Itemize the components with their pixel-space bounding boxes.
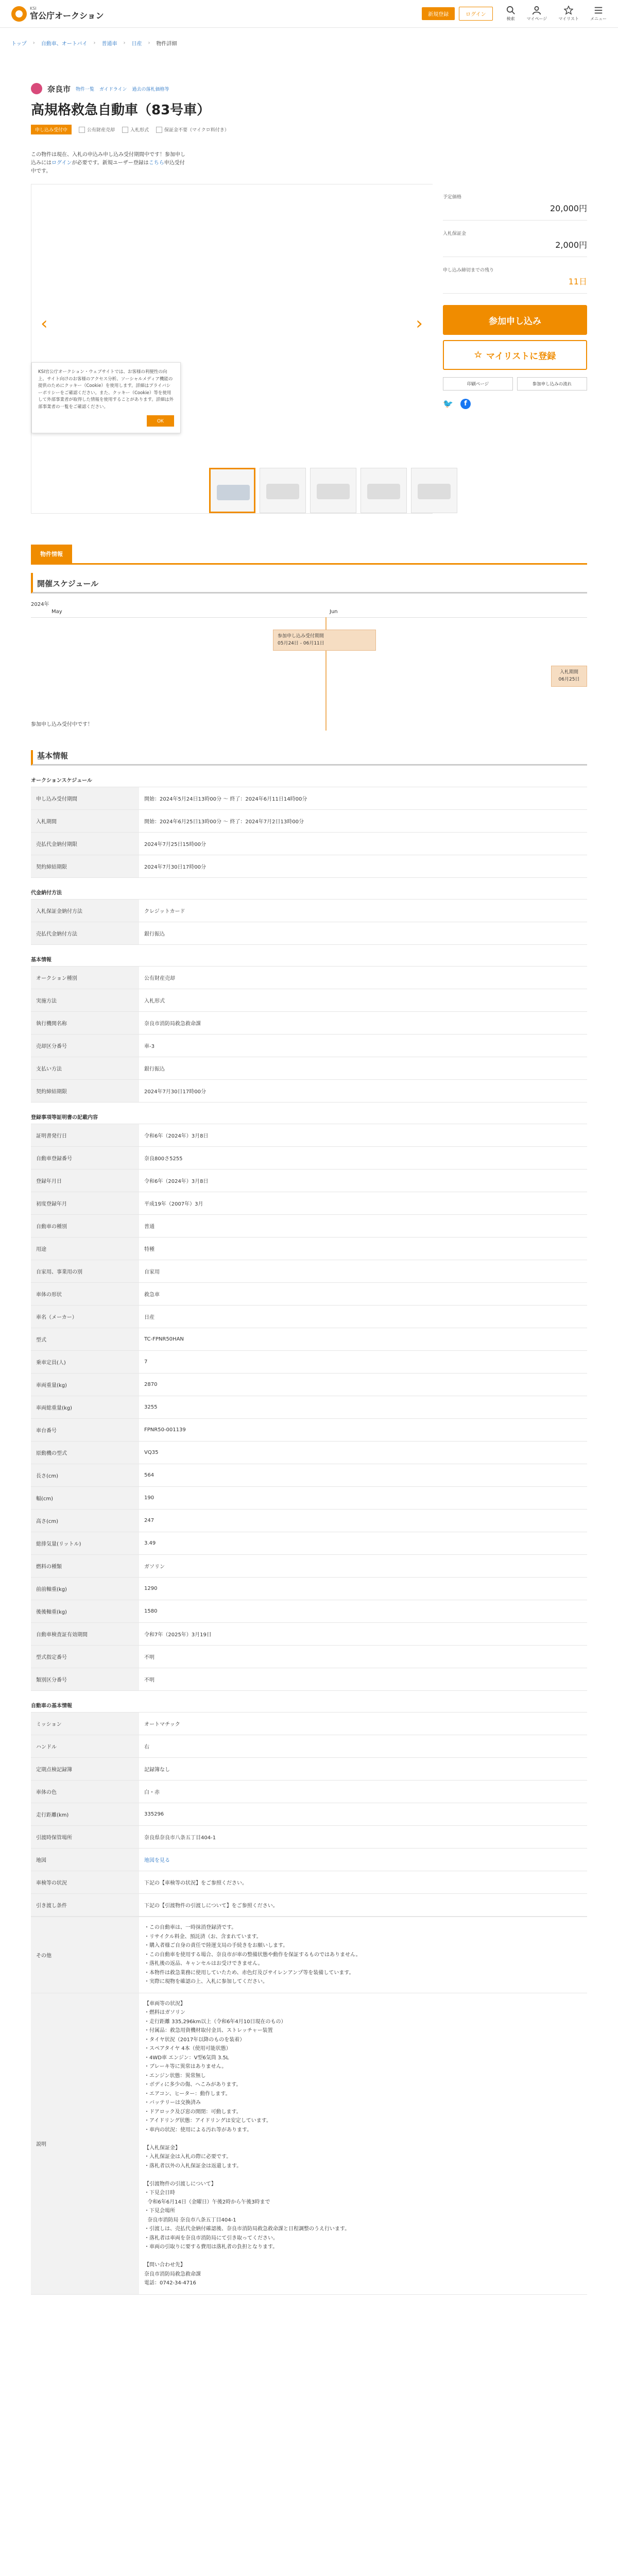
- table-row: [31, 922, 587, 945]
- table-row: [31, 1871, 587, 1894]
- basic-info-groups: [31, 773, 587, 1917]
- info-value: 2024年7月25日15時00分: [139, 833, 587, 855]
- info-key: 高さ(cm): [31, 1510, 139, 1532]
- info-key: 後後軸重(kg): [31, 1600, 139, 1623]
- other-info-table: [31, 1917, 587, 2295]
- info-value: FPNR50-001139: [139, 1419, 587, 1442]
- info-value: 記録簿なし: [139, 1758, 587, 1781]
- info-key: 証明書発行日: [31, 1124, 139, 1147]
- bid-period-dates: 06月25日: [558, 676, 580, 682]
- table-row: [31, 1351, 587, 1374]
- info-key: 契約締結期限: [31, 855, 139, 878]
- table-row: [31, 1993, 587, 2294]
- notice-login-link[interactable]: ログイン: [52, 160, 72, 166]
- deposit-label: 入札保証金: [443, 231, 467, 236]
- info-key: ハンドル: [31, 1735, 139, 1758]
- info-value: 190: [139, 1487, 587, 1510]
- tab-property-info[interactable]: 物件情報: [31, 545, 72, 563]
- info-value: 2024年7月30日17時00分: [139, 855, 587, 878]
- info-value: 奈良800さ5255: [139, 1147, 587, 1170]
- info-key: 実施方法: [31, 989, 139, 1012]
- info-value: 下記の【車検等の状況】をご参照ください。: [139, 1871, 587, 1894]
- info-key: 自動車の種別: [31, 1215, 139, 1238]
- table-row: [31, 1713, 587, 1735]
- table-row: [31, 1758, 587, 1781]
- logo-mark-icon: [11, 6, 27, 22]
- info-key: 申し込み受付期間: [31, 787, 139, 810]
- info-value: VQ35: [139, 1442, 587, 1464]
- info-key: 走行距離(km): [31, 1803, 139, 1826]
- search-icon-label: 検索: [506, 16, 515, 21]
- site-logo[interactable]: [11, 6, 104, 22]
- notice-text-3: 申込受付中です。: [31, 160, 185, 174]
- breadcrumb-vehicles[interactable]: 自動車、オートバイ: [41, 41, 88, 47]
- schedule-timeline: [31, 594, 587, 733]
- table-row: [31, 810, 587, 833]
- estimated-price-value: 20,000円: [550, 204, 587, 213]
- info-key: 定期点検記録簿: [31, 1758, 139, 1781]
- facebook-icon[interactable]: f: [460, 399, 471, 409]
- add-mylist-button[interactable]: [443, 340, 587, 370]
- info-value: 不明: [139, 1646, 587, 1668]
- info-value: 564: [139, 1464, 587, 1487]
- bid-period-bar: [551, 666, 587, 687]
- description-text: 【車両等の状況】 ・燃料はガソリン ・走行距離 335,296km以上（令和6年4月10日現在のもの） ・付属品：救急用資機材取付金具、ストレッチャー装置 ・タイヤ状況（2017年以降のものを装着） ・スペアタイヤ 4本（使用可能状態） ・4WD車 エンジン：V型6気筒 3.5L ・ブレーキ等に異常はありません。 ・エンジン状態：異常無し ・ボディに多少の傷、へこみがあります。 ・エアコン、ヒーター：動作します。 ・バッテリーは交換済み ・ドアロック及び窓の開閉：可動します。 ・アイドリング状態：アイドリングは安定しています。 ・車内の状況：使用による汚れ等があります。 【入札保証金】 ・入札保証金は入札の際に必要です。 ・落札者以外の入札保証金は返還します。 【引渡物件の引渡しについて】 ・下見会日時 令和6年6月14日（金曜日）午後2時から午後3時まで ・下見会場所 奈良市消防局 奈良市八条五丁目404-1 ・引渡しは、売払代金納付確認後、奈良市消防局救急救命課と日程調整のうえ行います。 ・落札者は車両を奈良市消防局にて引き取ってください。 ・車両の引取りに要する費用は落札者の負担となります。 【問い合わせ先】 奈良市消防局救急救命課 電話：0742-34-4716: [139, 1993, 587, 2294]
- info-key: 類別区分番号: [31, 1668, 139, 1691]
- apply-button[interactable]: 参加申し込み: [443, 305, 587, 335]
- table-row: [31, 1147, 587, 1170]
- info-value: 3255: [139, 1396, 587, 1419]
- info-group-title: オークションスケジュール: [31, 778, 92, 784]
- info-value: 奈良県奈良市八条五丁目404-1: [139, 1826, 587, 1849]
- info-value: 下記の【引渡物件の引渡しについて】をご参照ください。: [139, 1894, 587, 1917]
- info-value: 救急車: [139, 1283, 587, 1306]
- application-period-bar: [273, 630, 376, 651]
- info-key: 車体の色: [31, 1781, 139, 1803]
- property-list-link[interactable]: 物件一覧: [76, 87, 95, 92]
- info-table: [31, 899, 587, 945]
- cookie-text: KSI官公庁オークション・ウェブサイトでは、お客様の利便性の向上、サイト向けのお客様のアクセス分析、ソーシャルメディア機能の提供のためにクッキー（Cookie）を使用します。詳細はプライバシーポリシーをご確認ください。また、クッキー（Cookie）等を使用して外部事業者が取得した情報を使用することがあります。詳細は外部事業者の一覧をご確認ください。: [38, 369, 174, 410]
- table-row: [31, 900, 587, 922]
- table-row: [31, 1057, 587, 1080]
- table-row: [31, 1532, 587, 1555]
- table-row: [31, 1600, 587, 1623]
- menu-icon[interactable]: [590, 6, 607, 22]
- info-value: 入札形式: [139, 989, 587, 1012]
- info-key: 乗車定員(人): [31, 1351, 139, 1374]
- table-row: [31, 787, 587, 810]
- table-row: [31, 1124, 587, 1147]
- info-table: [31, 1124, 587, 1691]
- table-row: [31, 1849, 587, 1871]
- info-key: 車両重量(kg): [31, 1374, 139, 1396]
- info-group-title: 基本情報: [31, 957, 52, 963]
- info-table: [31, 966, 587, 1103]
- tag-sale-type: 公有財産売却: [79, 126, 115, 133]
- info-value: ガソリン: [139, 1555, 587, 1578]
- info-key: 長さ(cm): [31, 1464, 139, 1487]
- info-key: 自家用、事業用の別: [31, 1260, 139, 1283]
- info-value: 1580: [139, 1600, 587, 1623]
- logo-sub-text: KSI: [30, 6, 37, 11]
- info-key: オークション種別: [31, 967, 139, 989]
- info-value: 自家用: [139, 1260, 587, 1283]
- info-group-title: 自動車の基本情報: [31, 1703, 72, 1709]
- info-key: 支払い方法: [31, 1057, 139, 1080]
- info-value: 令和6年（2024年）3月8日: [139, 1170, 587, 1192]
- info-value: 車-3: [139, 1035, 587, 1057]
- deposit-value: 2,000円: [555, 240, 587, 250]
- info-key: 車名（メーカー）: [31, 1306, 139, 1328]
- info-key: ミッション: [31, 1713, 139, 1735]
- info-value: 白・赤: [139, 1781, 587, 1803]
- search-icon[interactable]: [506, 6, 516, 22]
- info-value: 247: [139, 1510, 587, 1532]
- user-icon[interactable]: [527, 6, 547, 22]
- info-key: 入札保証金納付方法: [31, 900, 139, 922]
- cookie-banner: [31, 362, 181, 433]
- info-value: 不明: [139, 1668, 587, 1691]
- info-key: 引渡時保管場所: [31, 1826, 139, 1849]
- other-label: その他: [31, 1917, 139, 1993]
- cookie-ok-button[interactable]: OK: [147, 415, 174, 427]
- table-row: [31, 1826, 587, 1849]
- table-row: [31, 1306, 587, 1328]
- table-row: [31, 1781, 587, 1803]
- breadcrumb: トップ › 自動車、オートバイ › 普通車 › 日産 › 物件詳細: [11, 40, 177, 47]
- info-key: 売払代金納付期限: [31, 833, 139, 855]
- info-value: 特種: [139, 1238, 587, 1260]
- schedule-year: 2024年: [31, 602, 49, 607]
- info-key: 入札期間: [31, 810, 139, 833]
- table-row: [31, 1464, 587, 1487]
- info-value: 令和6年（2024年）3月8日: [139, 1124, 587, 1147]
- application-period-dates: 05月24日 - 06月11日: [278, 640, 324, 646]
- register-button[interactable]: 新規登録: [422, 7, 455, 20]
- location-header: [31, 83, 587, 94]
- info-key: 用途: [31, 1238, 139, 1260]
- info-value: クレジットカード: [139, 900, 587, 922]
- login-notice: [31, 151, 185, 176]
- info-key: 契約締結期限: [31, 1080, 139, 1103]
- info-value: 公有財産売却: [139, 967, 587, 989]
- breadcrumb-maker[interactable]: 日産: [131, 41, 142, 47]
- table-row: [31, 1442, 587, 1464]
- table-row: [31, 1578, 587, 1600]
- info-value: 335296: [139, 1803, 587, 1826]
- info-group-title: 登録事項等証明書の記載内容: [31, 1115, 98, 1121]
- guideline-link[interactable]: ガイドライン: [99, 87, 127, 92]
- notice-text-2: が必要です。新規ユーザー登録は: [72, 160, 149, 166]
- star-icon-label: マイリスト: [558, 16, 579, 21]
- past-prices-link[interactable]: 過去の落札価格等: [132, 87, 169, 92]
- info-key: 総排気量(リットル): [31, 1532, 139, 1555]
- info-key: 型式: [31, 1328, 139, 1351]
- table-row: [31, 989, 587, 1012]
- table-row: [31, 1555, 587, 1578]
- schedule-month-may: May: [52, 609, 62, 615]
- bid-period-label: 入札期間: [559, 670, 578, 675]
- table-row: [31, 1510, 587, 1532]
- thumbnail[interactable]: [411, 468, 457, 513]
- basic-info-title: 基本情報: [31, 750, 587, 766]
- table-row: [31, 1215, 587, 1238]
- other-text: ・この自動車は、一時抹消登録済です。 ・リサイクル料金、預託済（お、含まれています。 ・購入者様ご自身の責任で陸運支局の手続きをお願いします。 ・この自動車を使用する場合、奈良市が車の整備状態や動作を保証するものではありません。 ・落札後の返品、キャンセルはお受けできません。 ・本物件は救急業務に使用していたため、赤色灯及びサイレンアンプ等を装備しています。 ・実際に現物を確認の上、入札に参加してください。: [139, 1917, 587, 1993]
- info-key: 登録年月日: [31, 1170, 139, 1192]
- thumbnail[interactable]: [360, 468, 407, 513]
- info-key: 車台番号: [31, 1419, 139, 1442]
- info-value: 7: [139, 1351, 587, 1374]
- notice-register-link[interactable]: こちら: [148, 160, 164, 166]
- info-key: 引き渡し条件: [31, 1894, 139, 1917]
- info-value: 令和7年（2025年）3月19日: [139, 1623, 587, 1646]
- tag-row: [31, 125, 587, 134]
- tag-bid-type: 入札形式: [122, 126, 149, 133]
- schedule-month-jun: Jun: [330, 609, 338, 615]
- table-row: [31, 1012, 587, 1035]
- site-header: [0, 0, 618, 28]
- city-name[interactable]: 奈良市: [47, 84, 71, 94]
- table-row: [31, 1170, 587, 1192]
- table-row: [31, 1260, 587, 1283]
- info-value: 平成19年（2007年）3月: [139, 1192, 587, 1215]
- table-row: [31, 1374, 587, 1396]
- map-link[interactable]: 地図を見る: [139, 1849, 587, 1871]
- menu-icon-label: メニュー: [590, 16, 607, 21]
- info-group-title: 代金納付方法: [31, 890, 62, 896]
- table-row: [31, 1192, 587, 1215]
- info-value: 右: [139, 1735, 587, 1758]
- table-row: [31, 855, 587, 878]
- breadcrumb-passenger-car[interactable]: 普通車: [101, 41, 117, 47]
- info-table: [31, 1712, 587, 1917]
- days-left-label: 申し込み締切までの残り: [443, 268, 494, 273]
- info-key: 自動車検査証有効期間: [31, 1623, 139, 1646]
- info-key: 前前軸重(kg): [31, 1578, 139, 1600]
- table-row: [31, 1283, 587, 1306]
- notice-text-1: この物件は現在、入札の申込み申し込み受付期間中です！参加申し込みには: [31, 152, 185, 166]
- table-row: [31, 1035, 587, 1057]
- star-outline-icon: ☆: [474, 350, 482, 360]
- table-row: [31, 1238, 587, 1260]
- table-row: [31, 1668, 587, 1691]
- tab-bar: [31, 545, 587, 565]
- info-key: 地図: [31, 1849, 139, 1871]
- star-icon[interactable]: [558, 6, 579, 22]
- table-row: [31, 967, 587, 989]
- info-value: 銀行振込: [139, 1057, 587, 1080]
- info-key: 幅(cm): [31, 1487, 139, 1510]
- info-key: 売却区分番号: [31, 1035, 139, 1057]
- image-gallery: [31, 184, 433, 514]
- table-row: [31, 1917, 587, 1993]
- info-value: 1290: [139, 1578, 587, 1600]
- info-value: TC-FPNR50HAN: [139, 1328, 587, 1351]
- info-value: 2024年7月30日17時00分: [139, 1080, 587, 1103]
- thumbnail-strip: [209, 468, 457, 513]
- status-badge: 申し込み受付中: [31, 125, 72, 134]
- info-value: 普通: [139, 1215, 587, 1238]
- print-page-button[interactable]: 印刷ページ: [443, 377, 513, 391]
- schedule-title: 開催スケジュール: [31, 573, 587, 594]
- twitter-icon[interactable]: 🐦: [443, 399, 453, 409]
- side-panel: [443, 184, 587, 514]
- info-value: 開始：2024年6月25日13時00分 ～ 終了：2024年7月2日13時00分: [139, 810, 587, 833]
- info-key: 車体の形状: [31, 1283, 139, 1306]
- info-key: 原動機の型式: [31, 1442, 139, 1464]
- user-icon-label: マイページ: [526, 16, 547, 21]
- info-value: 銀行振込: [139, 922, 587, 945]
- info-value: 日産: [139, 1306, 587, 1328]
- info-key: 初度登録年月: [31, 1192, 139, 1215]
- add-mylist-label: マイリストに登録: [486, 351, 556, 361]
- table-row: [31, 1487, 587, 1510]
- table-row: [31, 1735, 587, 1758]
- info-table: [31, 787, 587, 878]
- info-key: 型式指定番号: [31, 1646, 139, 1668]
- info-key: 自動車登録番号: [31, 1147, 139, 1170]
- city-emblem-icon: [31, 83, 42, 94]
- chevron-right-icon[interactable]: ›: [416, 313, 423, 334]
- schedule-note: 参加申し込み受付中です！: [31, 722, 93, 727]
- table-row: [31, 1646, 587, 1668]
- table-row: [31, 1419, 587, 1442]
- tag-deposit: 保証金不要（マイクロ料付き）: [156, 126, 229, 133]
- breadcrumb-top[interactable]: トップ: [11, 41, 27, 47]
- thumbnail[interactable]: [310, 468, 356, 513]
- breadcrumb-current: 物件詳細: [156, 41, 177, 47]
- table-row: [31, 1623, 587, 1646]
- info-key: 車検等の状況: [31, 1871, 139, 1894]
- thumbnail[interactable]: [260, 468, 306, 513]
- table-row: [31, 1894, 587, 1917]
- application-period-label: 参加申し込み受付期間: [278, 634, 324, 639]
- table-row: [31, 1396, 587, 1419]
- info-value: 3.49: [139, 1532, 587, 1555]
- days-left-value: 11日: [568, 277, 587, 286]
- logo-main-text: 官公庁オークション: [30, 11, 104, 21]
- info-key: 売払代金納付方法: [31, 922, 139, 945]
- thumbnail[interactable]: [209, 468, 255, 513]
- info-key: 執行機関名称: [31, 1012, 139, 1035]
- table-row: [31, 833, 587, 855]
- table-row: [31, 1803, 587, 1826]
- login-button[interactable]: ログイン: [459, 7, 493, 21]
- info-key: 燃料の種類: [31, 1555, 139, 1578]
- info-value: オートマチック: [139, 1713, 587, 1735]
- table-row: [31, 1080, 587, 1103]
- apply-guide-button[interactable]: 参加申し込みの流れ: [517, 377, 587, 391]
- description-label: 説明: [31, 1993, 139, 2294]
- info-value: 奈良市消防局救急救命課: [139, 1012, 587, 1035]
- chevron-left-icon[interactable]: ‹: [41, 313, 48, 334]
- estimated-price-label: 予定価格: [443, 195, 462, 200]
- info-value: 開始：2024年5月24日13時00分 ～ 終了：2024年6月11日14時00分: [139, 787, 587, 810]
- info-key: 車両総重量(kg): [31, 1396, 139, 1419]
- info-value: 2870: [139, 1374, 587, 1396]
- page-title: 高規格救急自動車（83号車）: [31, 103, 211, 118]
- table-row: [31, 1328, 587, 1351]
